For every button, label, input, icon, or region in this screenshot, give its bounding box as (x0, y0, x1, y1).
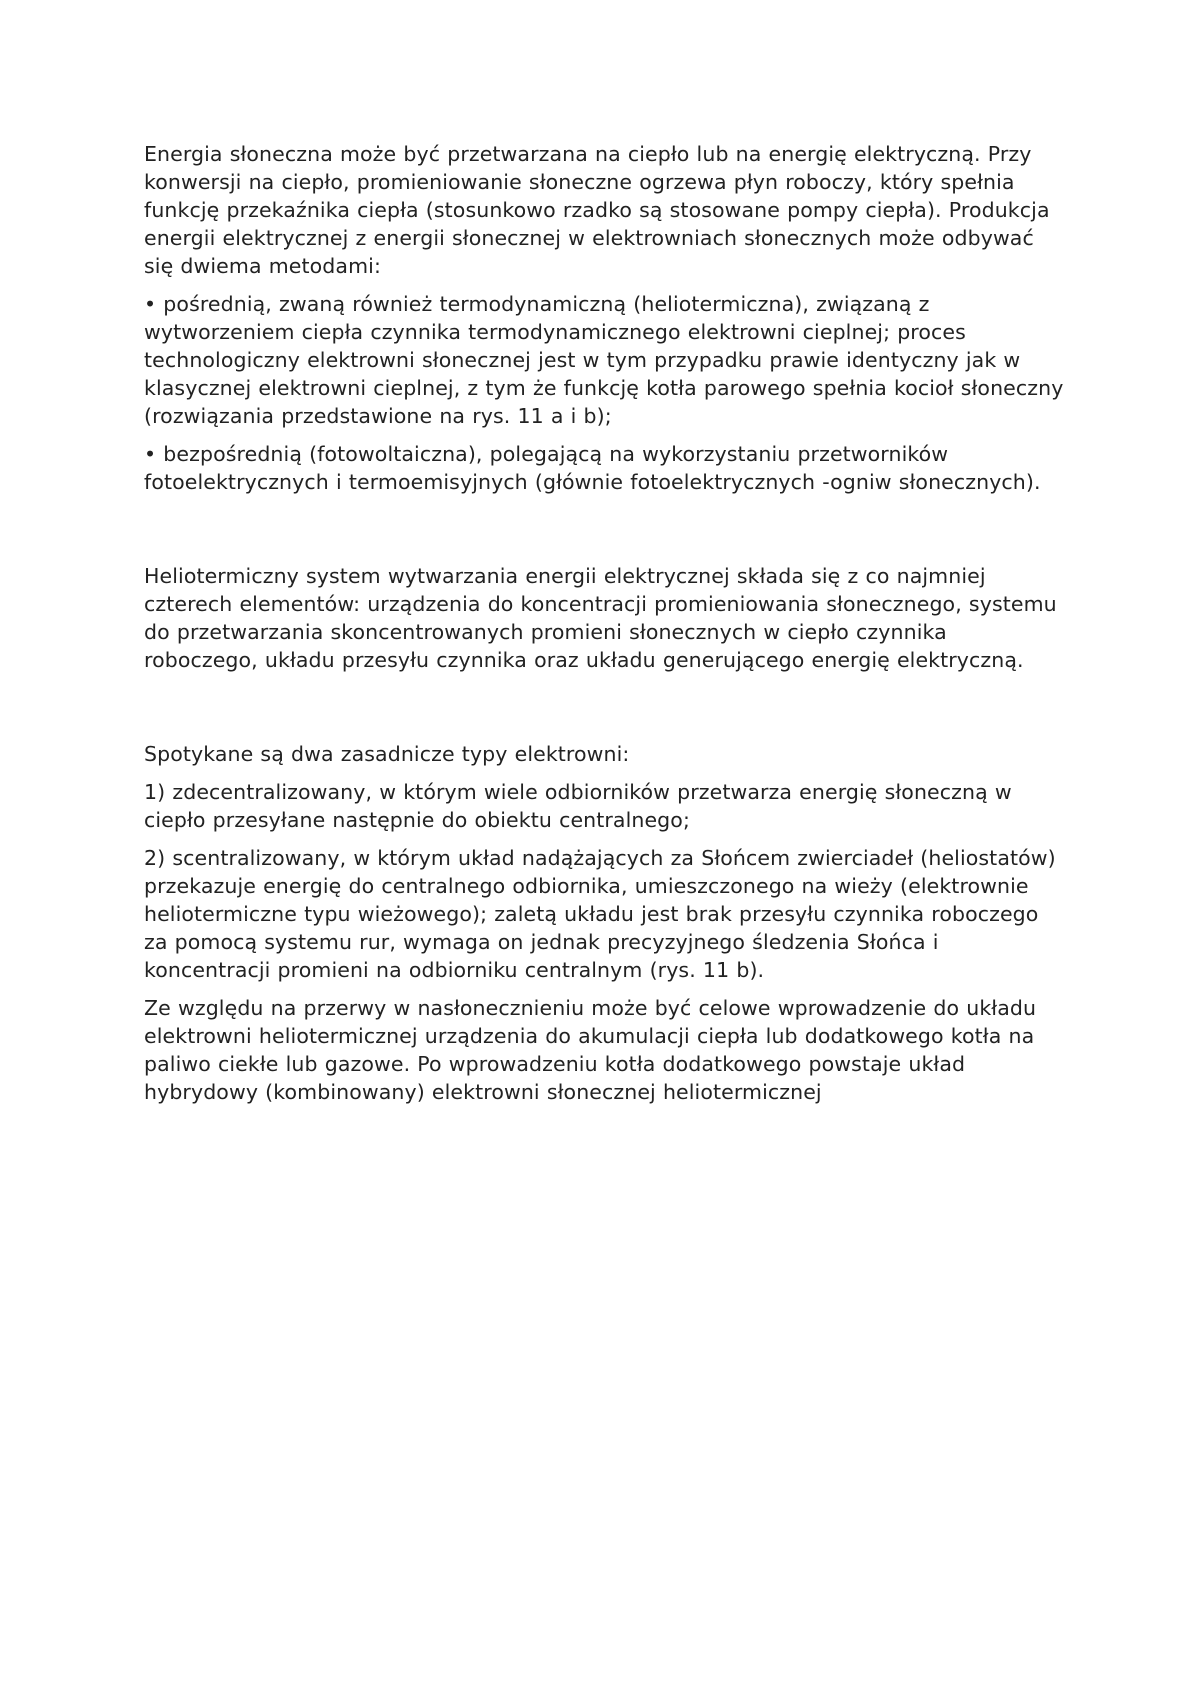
bullet-direct-method: • bezpośrednią (fotowoltaiczna), polegającą na wykorzystaniu przetworników fotoelektrycznych i termoemisyjnych (głównie fotoelektrycznych -ogniw słonecznych). (144, 442, 1041, 494)
document-body (144, 140, 1064, 1106)
heliothermal-system-paragraph: Heliotermiczny system wytwarzania energii elektrycznej składa się z co najmniej czterech elementów: urządzenia do koncentracji promieniowania słonecznego, systemu do przetwarzania skoncentrowanych promieni słonecznych w ciepło czynnika roboczego, układu przesyłu czynnika oraz układu generującego energię elektryczną. (144, 564, 1057, 672)
intro-paragraph: Energia słoneczna może być przetwarzana na ciepło lub na energię elektryczną. Przy konwersji na ciepło, promieniowanie słoneczne ogrzewa płyn roboczy, który spełnia funkcję przekaźnika ciepła (stosunkowo rzadko są stosowane pompy ciepła). Produkcja energii elektrycznej z energii słonecznej w elektrowniach słonecznych może odbywać się dwiema metodami: (144, 142, 1050, 278)
storage-paragraph: Ze względu na przerwy w nasłonecznieniu może być celowe wprowadzenie do układu elektrowni heliotermicznej urządzenia do akumulacji ciepła lub dodatkowego kotła na paliwo ciekłe lub gazowe. Po wprowadzeniu kotła dodatkowego powstaje układ hybrydowy (kombinowany) elektrowni słonecznej heliotermicznej (144, 996, 1037, 1104)
list-item-decentralized: 1) zdecentralizowany, w którym wiele odbiorników przetwarza energię słoneczną w ciepło przesyłane następnie do obiektu centralnego; (144, 780, 1012, 832)
list-item-centralized: 2) scentralizowany, w którym układ nadążających za Słońcem zwierciadeł (heliostatów) przekazuje energię do centralnego odbiornika, umieszczonego na wieży (elektrownie heliotermiczne typu wieżowego); zaletą układu jest brak przesyłu czynnika roboczego za pomocą systemu rur, wymaga on jednak precyzyjnego śledzenia Słońca i koncentracji promieni na odbiorniku centralnym (rys. 11 b). (144, 846, 1056, 982)
bullet-indirect-method: • pośrednią, zwaną również termodynamiczną (heliotermiczna), związaną z wytworzeniem ciepła czynnika termodynamicznego elektrowni cieplnej; proces technologiczny elektrowni słonecznej jest w tym przypadku prawie identyczny jak w klasycznej elektrowni cieplnej, z tym że funkcję kotła parowego spełnia kocioł słoneczny (rozwiązania przedstawione na rys. 11 a i b); (144, 292, 1064, 428)
plant-types-intro: Spotykane są dwa zasadnicze typy elektrowni: (144, 742, 630, 766)
